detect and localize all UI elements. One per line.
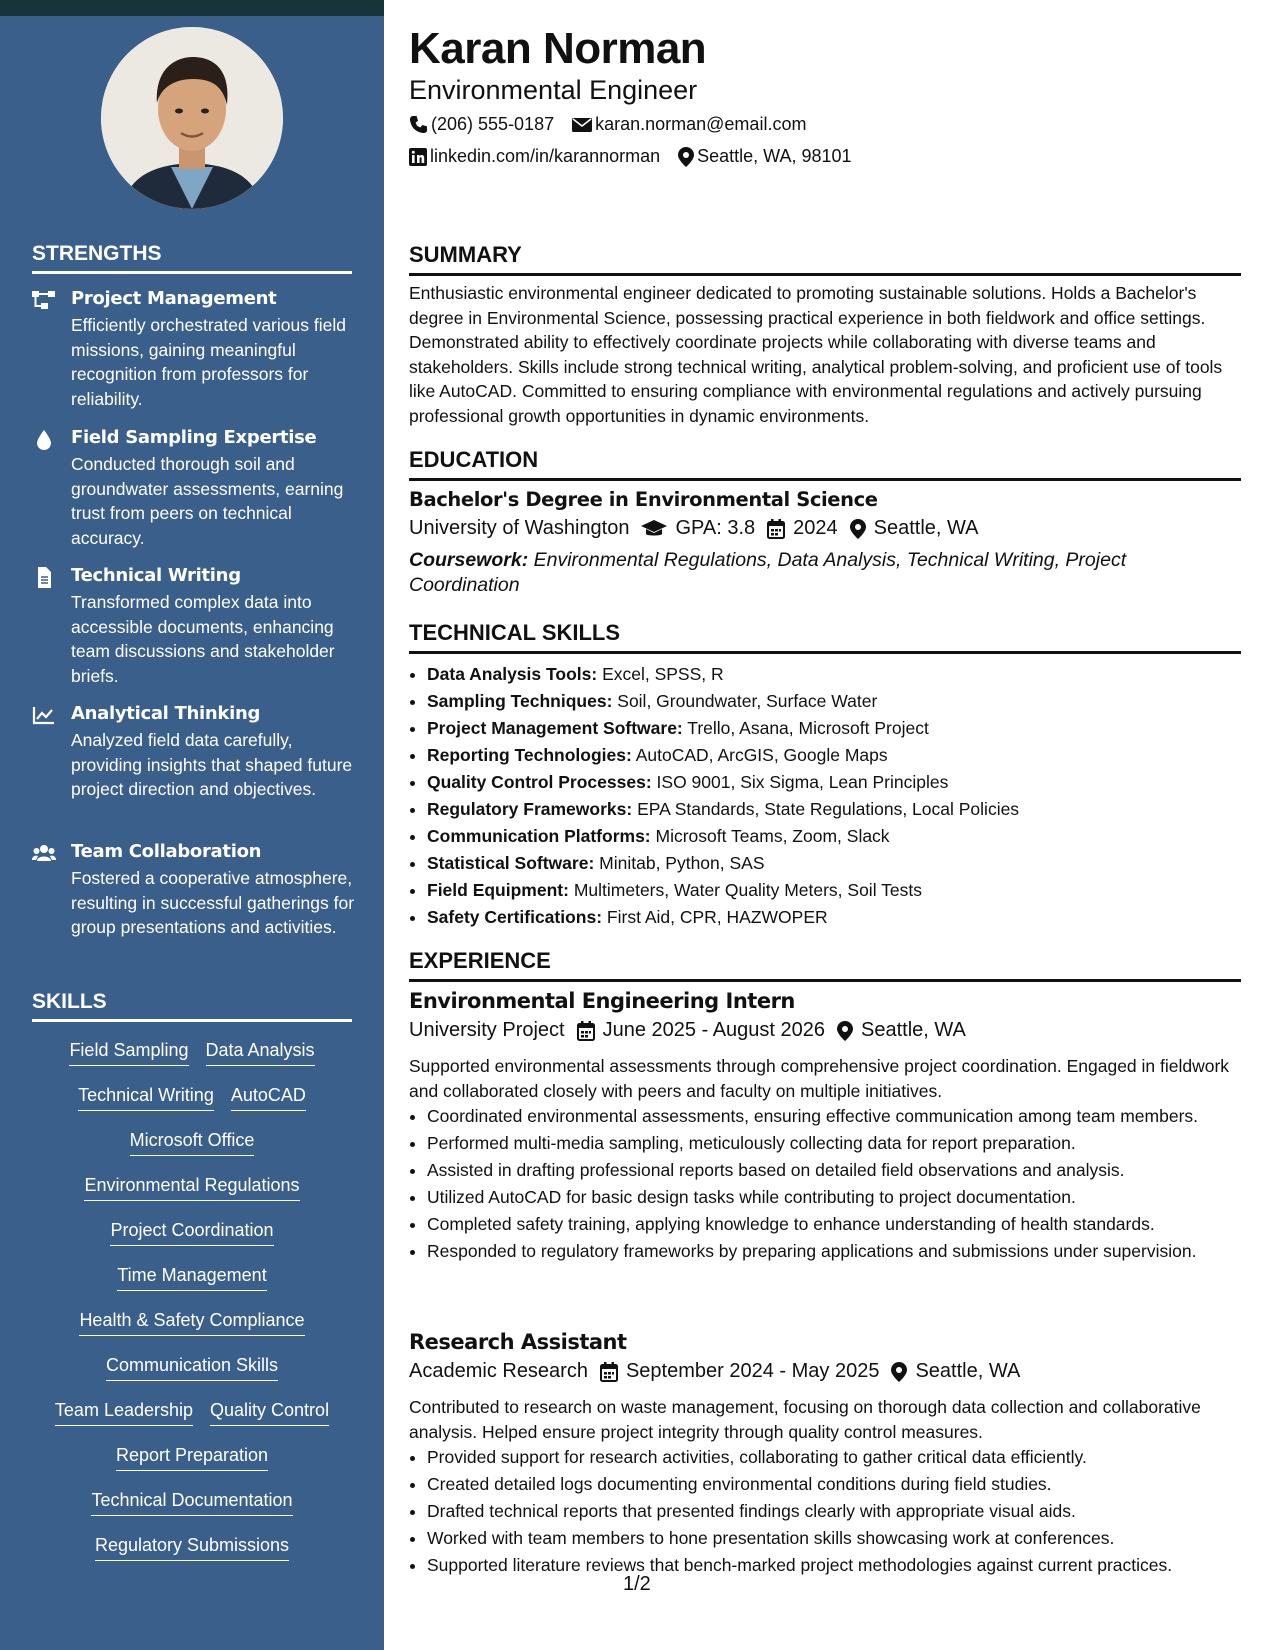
location-contact xyxy=(678,146,851,167)
list-item: • Safety Certifications: First Aid, CPR, HAZWOPER xyxy=(427,904,1259,931)
document-icon xyxy=(32,567,56,589)
linkedin-url: linkedin.com/in/karannorman xyxy=(430,146,661,166)
candidate-name: Karan Norman xyxy=(409,24,707,73)
job-title: Research Assistant xyxy=(409,1330,627,1354)
skill-row xyxy=(0,1490,384,1516)
strength-title: Analytical Thinking xyxy=(71,703,261,724)
skill-tag: Field Sampling xyxy=(69,1040,188,1066)
phone-contact[interactable] xyxy=(409,114,554,135)
candidate-title: Environmental Engineer xyxy=(409,75,698,105)
job-org: Academic Research xyxy=(409,1360,588,1382)
linkedin-contact[interactable] xyxy=(409,146,660,167)
skill-tag: Data Analysis xyxy=(206,1040,315,1066)
strength-title: Technical Writing xyxy=(71,565,241,586)
education-meta xyxy=(409,517,979,540)
skill-tag: Team Leadership xyxy=(55,1400,193,1426)
skill-tag: AutoCAD xyxy=(231,1085,306,1111)
job-bullets xyxy=(409,1104,1259,1266)
project-diagram-icon xyxy=(32,290,56,312)
coursework-list: Environmental Regulations, Data Analysis, Technical Writing, Project Coordination xyxy=(409,549,1127,596)
job-summary: Supported environmental assessments through comprehensive project coordination. Engaged in fieldwork and collaborated closely with peers and faculty on multiple initiatives. xyxy=(409,1056,1230,1101)
list-item: • Sampling Techniques: Soil, Groundwater, Surface Water xyxy=(427,688,1259,715)
skill-tag: Quality Control xyxy=(210,1400,329,1426)
page-number: 1/2 xyxy=(623,1573,651,1595)
coursework xyxy=(409,548,1179,597)
list-item: • Reporting Technologies: AutoCAD, ArcGIS, Google Maps xyxy=(427,742,1259,769)
job-bullets xyxy=(409,1444,1259,1579)
skill-tag: Health & Safety Compliance xyxy=(79,1310,304,1336)
summary-text: Enthusiastic environmental engineer dedicated to promoting sustainable solutions. Holds a Bachelor's degree in Environmental Science, possessing practical experience in both fieldwork and office settings. Demonstrated ability to effectively coordinate projects while collaborating with diverse teams and stakeholders. Skills include strong technical writing, analytical problem-solving, and proficient use of tools like AutoCAD. Committed to ensuring compliance with environmental regulations and actively pursuing professional growth opportunities in dynamic environments. xyxy=(409,283,1223,426)
skill-row xyxy=(0,1265,384,1291)
map-pin-icon xyxy=(678,147,694,167)
skill-row xyxy=(0,1175,384,1201)
job-location: Seattle, WA xyxy=(861,1019,966,1041)
skill-row xyxy=(0,1220,384,1246)
skill-row xyxy=(0,1355,384,1381)
skill-row xyxy=(0,1130,384,1156)
map-pin-icon xyxy=(850,519,866,539)
education-location: Seattle, WA xyxy=(873,517,979,539)
coursework-label: Coursework: xyxy=(409,549,529,571)
job-summary: Contributed to research on waste management, focusing on thorough data collection and collaborative analysis. Helped ensure project integrity through quality control measures. xyxy=(409,1397,1201,1442)
email-address: karan.norman@email.com xyxy=(595,114,807,134)
envelope-icon xyxy=(572,117,592,133)
linkedin-icon xyxy=(409,148,427,166)
skill-tag: Project Coordination xyxy=(110,1220,273,1246)
contact-line xyxy=(409,146,870,167)
map-pin-icon xyxy=(891,1362,907,1382)
calendar-icon xyxy=(600,1362,618,1382)
technical-skills-list xyxy=(409,661,1259,931)
calendar-icon xyxy=(577,1021,595,1041)
gpa: GPA: 3.8 xyxy=(675,517,756,539)
list-item: • Statistical Software: Minitab, Python, SAS xyxy=(427,850,1259,877)
summary-heading: SUMMARY xyxy=(409,242,1241,276)
strength-description: Fostered a cooperative atmosphere, resulting in successful gatherings for group presentations and activities. xyxy=(71,868,355,937)
strength-description: Efficiently orchestrated various field missions, gaining meaningful recognition from professors for reliability. xyxy=(71,315,346,409)
list-item: • Data Analysis Tools: Excel, SPSS, R xyxy=(427,661,1259,688)
skill-tag: Microsoft Office xyxy=(130,1130,255,1156)
job-dates: September 2024 - May 2025 xyxy=(625,1360,880,1382)
list-item: • Performed multi-media sampling, meticulously collecting data for report preparation. xyxy=(427,1131,1259,1156)
calendar-icon xyxy=(767,519,785,539)
skill-tag: Communication Skills xyxy=(106,1355,278,1381)
graduation-year: 2024 xyxy=(793,517,838,539)
users-icon xyxy=(32,843,56,865)
education-heading: EDUCATION xyxy=(409,447,1241,481)
list-item: • Responded to regulatory frameworks by preparing applications and submissions under supervision. xyxy=(427,1239,1259,1264)
line-chart-icon xyxy=(32,705,56,727)
water-drop-icon xyxy=(32,429,56,451)
list-item: • Supported literature reviews that bench-marked project methodologies against current practices. xyxy=(427,1552,1259,1579)
skill-row xyxy=(0,1040,384,1066)
skill-row xyxy=(0,1085,384,1111)
list-item: • Assisted in drafting professional reports based on detailed field observations and analysis. xyxy=(427,1158,1259,1183)
sidebar-top-bar xyxy=(0,0,384,16)
job-org: University Project xyxy=(409,1019,565,1041)
skill-row xyxy=(0,1310,384,1336)
list-item: • Project Management Software: Trello, Asana, Microsoft Project xyxy=(427,715,1259,742)
technical-skills-heading: TECHNICAL SKILLS xyxy=(409,620,1241,654)
skill-row xyxy=(0,1400,384,1426)
strengths-heading: STRENGTHS xyxy=(32,242,352,274)
list-item: • Communication Platforms: Microsoft Teams, Zoom, Slack xyxy=(427,823,1259,850)
skill-row xyxy=(0,1535,384,1561)
list-item: • Provided support for research activities, collaborating to gather critical data efficiently. xyxy=(427,1444,1259,1471)
strength-title: Team Collaboration xyxy=(71,841,262,862)
list-item: • Field Equipment: Multimeters, Water Quality Meters, Soil Tests xyxy=(427,877,1259,904)
location-text: Seattle, WA, 98101 xyxy=(697,146,852,166)
skill-tag: Regulatory Submissions xyxy=(95,1535,289,1561)
strength-title: Project Management xyxy=(71,288,277,309)
job-meta xyxy=(409,1360,1020,1383)
avatar xyxy=(101,27,283,209)
list-item: • Coordinated environmental assessments, ensuring effective communication among team members. xyxy=(427,1104,1259,1129)
skill-row xyxy=(0,1445,384,1471)
school-name: University of Washington xyxy=(409,517,630,539)
email-contact[interactable] xyxy=(572,114,806,135)
phone-icon xyxy=(409,115,428,134)
strength-description: Analyzed field data carefully, providing insights that shaped future project direction and objectives. xyxy=(71,730,353,799)
job-dates: June 2025 - August 2026 xyxy=(602,1019,826,1041)
strength-description: Transformed complex data into accessible documents, enhancing team discussions and stakeholder briefs. xyxy=(71,592,335,686)
skill-tag: Technical Documentation xyxy=(91,1490,292,1516)
strength-description: Conducted thorough soil and groundwater assessments, earning trust from peers on technical accuracy. xyxy=(71,454,344,548)
strength-title: Field Sampling Expertise xyxy=(71,427,317,448)
skills-heading: SKILLS xyxy=(32,990,352,1022)
list-item: • Completed safety training, applying knowledge to enhance understanding of health standards. xyxy=(427,1212,1259,1237)
job-title: Environmental Engineering Intern xyxy=(409,989,795,1013)
skill-tag: Time Management xyxy=(117,1265,266,1291)
list-item: • Worked with team members to hone presentation skills showcasing work at conferences. xyxy=(427,1525,1259,1552)
contact-line xyxy=(409,114,824,135)
list-item: • Quality Control Processes: ISO 9001, Six Sigma, Lean Principles xyxy=(427,769,1259,796)
graduation-cap-icon xyxy=(641,520,667,538)
experience-heading: EXPERIENCE xyxy=(409,948,1241,982)
skill-tag: Technical Writing xyxy=(78,1085,214,1111)
phone-number: (206) 555-0187 xyxy=(431,114,555,134)
list-item: • Regulatory Frameworks: EPA Standards, State Regulations, Local Policies xyxy=(427,796,1259,823)
job-location: Seattle, WA xyxy=(915,1360,1021,1382)
job-meta xyxy=(409,1019,966,1042)
skill-tag: Environmental Regulations xyxy=(84,1175,299,1201)
map-pin-icon xyxy=(837,1021,853,1041)
list-item: • Drafted technical reports that presented findings clearly with appropriate visual aids. xyxy=(427,1498,1259,1525)
list-item: • Created detailed logs documenting environmental conditions during field studies. xyxy=(427,1471,1259,1498)
list-item: • Utilized AutoCAD for basic design tasks while contributing to project documentation. xyxy=(427,1185,1259,1210)
skill-tag: Report Preparation xyxy=(116,1445,268,1471)
degree-title: Bachelor's Degree in Environmental Science xyxy=(409,488,878,511)
